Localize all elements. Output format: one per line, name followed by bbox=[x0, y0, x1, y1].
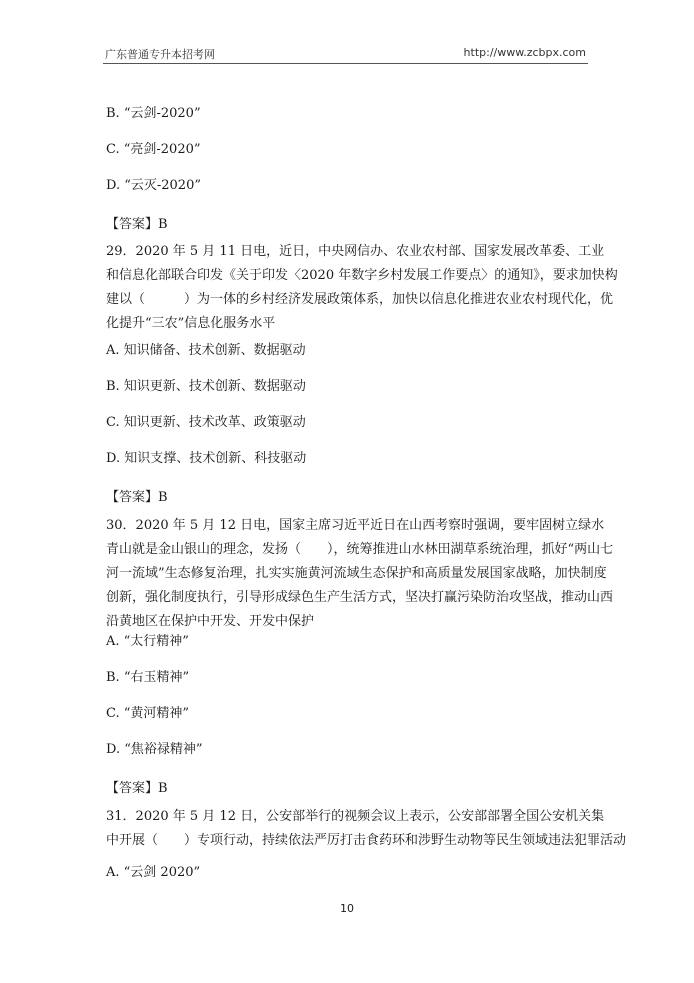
question-line: 河一流域”生态修复治理，扎实实施黄河流域生态保护和高质量发展国家战略，加快制度 bbox=[106, 566, 607, 581]
question-line: 30．2020 年 5 月 12 日电，国家主席习近平近日在山西考察时强调，要牢固树立绿水 bbox=[106, 518, 605, 533]
answer-label: 【答案】B bbox=[106, 217, 168, 232]
question-line: 化提升“三农”信息化服务水平 bbox=[106, 316, 276, 331]
answer-label: 【答案】B bbox=[106, 490, 168, 505]
option-d: D. “云灭-2020” bbox=[106, 178, 201, 193]
question-line: 中开展（ ）专项行动，持续依法严厉打击食药环和涉野生动物等民生领域违法犯罪活动 bbox=[106, 833, 627, 848]
option-a: A. “太行精神” bbox=[106, 634, 189, 649]
option-c: C. 知识更新、技术改革、政策驱动 bbox=[106, 415, 306, 430]
page-number: 10 bbox=[340, 902, 354, 915]
option-b: B. “右玉精神” bbox=[106, 670, 190, 685]
question-line: 青山就是金山银山的理念，发扬（ ），统筹推进山水林田湖草系统治理，抓好“两山七 bbox=[106, 542, 614, 557]
answer-label: 【答案】B bbox=[106, 781, 168, 796]
question-line: 和信息化部联合印发《关于印发〈2020 年数字乡村发展工作要点〉的通知》，要求加快构 bbox=[106, 268, 618, 283]
question-line: 创新，强化制度执行，引导形成绿色生产生活方式，坚决打赢污染防治攻坚战，推动山西 bbox=[106, 590, 614, 605]
option-d: D. 知识支撑、技术创新、科技驱动 bbox=[106, 451, 307, 466]
option-a: A. “云剑 2020” bbox=[106, 865, 201, 880]
question-line: 建以（ ）为一体的乡村经济发展政策体系，加快以信息化推进农业农村现代化，优 bbox=[106, 292, 614, 307]
question-29-text bbox=[106, 240, 618, 336]
option-c: C. “亮剑-2020” bbox=[106, 142, 201, 157]
header-url[interactable]: http://www.zcbpx.com bbox=[463, 46, 586, 59]
question-30-text bbox=[106, 514, 614, 634]
option-d: D. “焦裕禄精神” bbox=[106, 742, 203, 757]
option-c: C. “黄河精神” bbox=[106, 706, 190, 721]
option-b: B. 知识更新、技术创新、数据驱动 bbox=[106, 379, 306, 394]
question-line: 29．2020 年 5 月 11 日电，近日，中央网信办、农业农村部、国家发展改革委、工业 bbox=[106, 244, 605, 259]
header-site-name: 广东普通专升本招考网 bbox=[105, 48, 215, 61]
question-line: 沿黄地区在保护中开发、开发中保护 bbox=[106, 614, 315, 629]
option-a: A. 知识储备、技术创新、数据驱动 bbox=[106, 343, 306, 358]
option-b: B. “云剑-2020” bbox=[106, 106, 201, 121]
question-line: 31．2020 年 5 月 12 日，公安部举行的视频会议上表示，公安部部署全国公安机关集 bbox=[106, 809, 605, 824]
question-31-text bbox=[106, 805, 627, 853]
page-header bbox=[103, 43, 588, 64]
